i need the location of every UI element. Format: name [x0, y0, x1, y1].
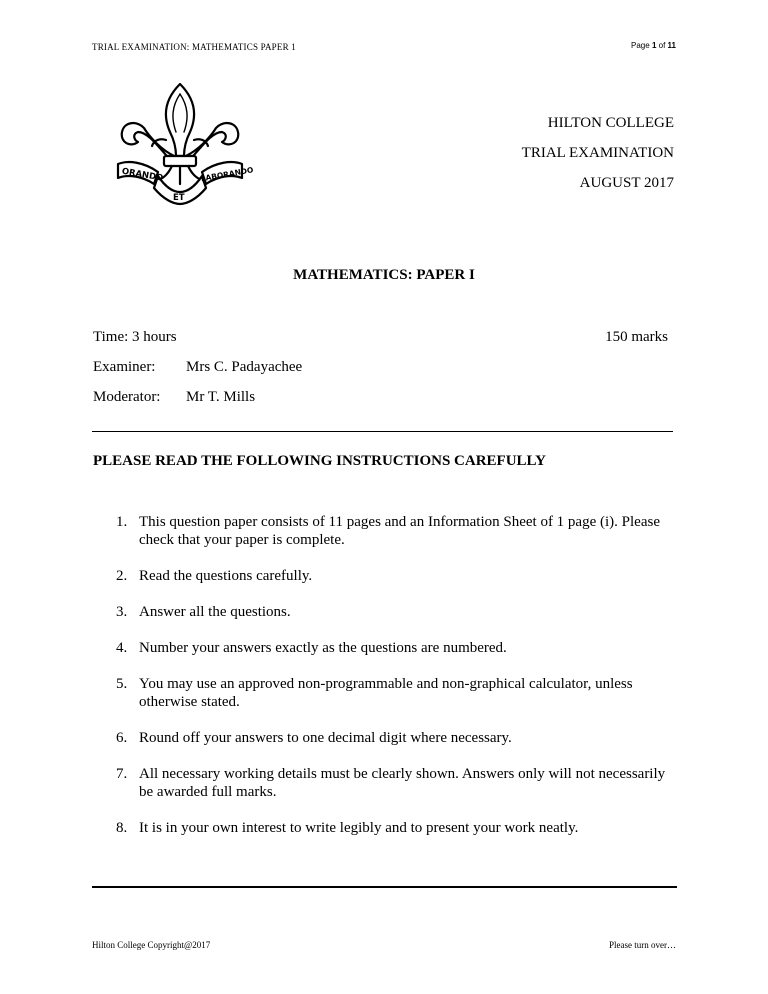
page-indicator: [631, 41, 676, 50]
item-text: It is in your own interest to write legibly and to present your work neatly.: [139, 820, 579, 836]
list-item: [116, 675, 676, 711]
fleur-de-lis-crest-icon: [114, 80, 255, 208]
item-text: Read the questions carefully.: [139, 568, 313, 584]
item-text: Number your answers exactly as the questions are numbered.: [139, 640, 507, 656]
motto-right: LABORANDO: [200, 165, 255, 184]
list-item: [116, 729, 676, 747]
exam-date: AUGUST 2017: [579, 175, 674, 191]
item-number: 2.: [116, 568, 128, 584]
time-allowed: Time: 3 hours: [93, 329, 177, 345]
paper-title: MATHEMATICS: PAPER I: [293, 267, 475, 283]
item-text: Round off your answers to one decimal digit where necessary.: [139, 730, 512, 746]
item-number: 6.: [116, 730, 128, 746]
item-number: 3.: [116, 604, 128, 620]
page-of: of: [658, 41, 666, 50]
footer-copyright: Hilton College Copyright@2017: [92, 940, 211, 950]
list-item: [116, 603, 676, 621]
moderator-label: Moderator:: [93, 389, 161, 405]
examiner-label: Examiner:: [93, 359, 156, 375]
list-item: [116, 819, 676, 837]
item-text: All necessary working details must be clearly shown. Answers only will not necessarily be awarded full marks.: [139, 766, 666, 800]
list-item: [116, 567, 676, 585]
item-number: 5.: [116, 676, 128, 692]
total-marks: 150 marks: [605, 329, 668, 345]
item-text: This question paper consists of 11 pages and an Information Sheet of 1 page (i). Please check that your paper is complete.: [139, 514, 660, 548]
page-word: Page: [631, 41, 650, 50]
item-number: 4.: [116, 640, 128, 656]
instructions-list: [116, 513, 676, 837]
running-header-title: TRIAL EXAMINATION: MATHEMATICS PAPER 1: [92, 42, 296, 52]
school-name: HILTON COLLEGE: [547, 115, 674, 131]
examiner-name: Mrs C. Padayachee: [186, 359, 303, 375]
page-total: 11: [667, 41, 676, 50]
footer-turn-over: Please turn over…: [609, 940, 676, 950]
list-item: [116, 513, 676, 549]
exam-name: TRIAL EXAMINATION: [521, 145, 674, 161]
motto-middle: ET: [173, 193, 185, 203]
item-number: 8.: [116, 820, 128, 836]
divider-top: [92, 431, 673, 432]
divider-bottom: [92, 886, 677, 888]
item-text: Answer all the questions.: [139, 604, 291, 620]
instructions-heading: PLEASE READ THE FOLLOWING INSTRUCTIONS CAREFULLY: [93, 453, 547, 469]
page-number: 1: [651, 41, 657, 50]
item-text: You may use an approved non-programmable and non-graphical calculator, unless otherwise stated.: [139, 676, 633, 710]
list-item: [116, 765, 676, 801]
list-item: [116, 639, 676, 657]
moderator-name: Mr T. Mills: [186, 389, 256, 405]
item-number: 1.: [116, 514, 128, 530]
motto-left: ORANDO: [120, 166, 164, 184]
item-number: 7.: [116, 766, 128, 782]
